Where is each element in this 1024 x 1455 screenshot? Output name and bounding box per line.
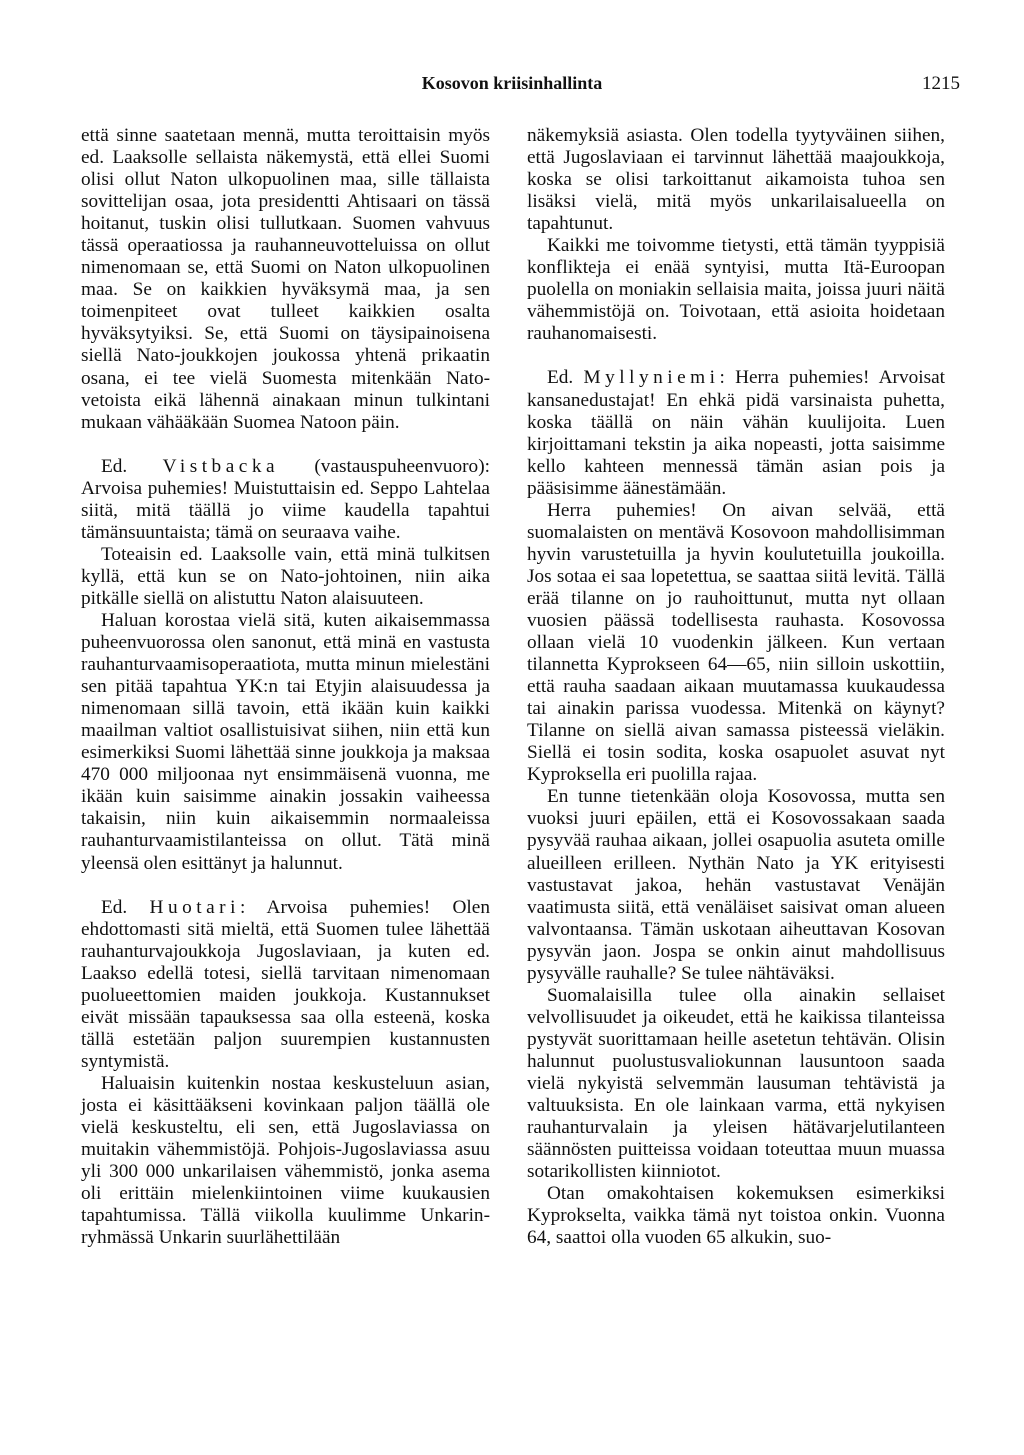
speaker-name: Myllyniemi: [583, 367, 720, 389]
paragraph: Toteaisin ed. Laaksolle vain, että minä tulkitsen kyllä, että kun se on Nato-johtoinen, niin aika pitkälle siellä on alistuttu Naton alaisuuteen.: [81, 543, 490, 609]
speaker-name: Vistbacka: [162, 455, 280, 477]
paragraph: Haluaisin kuitenkin nostaa keskusteluun asian, josta ei käsittääkseni kovinkaan paljon täällä ole vielä keskusteltu, eli sen, että Jugoslaviassa on muitakin vähemmistöjä. Pohjois-Jugoslaviassa asuu yli 300 000 unkarilaisen vähemmistö, jonka asema oli erittäin mielenkiintoinen viime kuukausien tapahtumissa. Tällä viikolla kuulimme Unkarin-ryhmässä Unkarin suurlähettilään: [81, 1072, 490, 1249]
paragraph: Kaikki me toivomme tietysti, että tämän tyyppisiä konflikteja ei enää syntyisi, mutta Itä-Euroopan puolella on moniakin sellaisia maita, joissa juuri näitä vähemmistöjä on. Toivotaan, että asioita hoidetaan rauhanomaisesti.: [527, 235, 945, 345]
speaker-prefix: Ed.: [101, 896, 128, 918]
paragraph: näkemyksiä asiasta. Olen todella tyytyväinen siihen, että Jugoslaviaan ei tarvinnut lähettää maajoukkoja, koska se olisi tarkoittanut aikamoista tuhoa sen lisäksi vielä, mitä myös unkarilaisalueella on tapahtunut.: [527, 125, 945, 235]
paragraph: Suomalaisilla tulee olla ainakin sellaiset velvollisuudet ja oikeudet, että he kaikissa tilanteissa pystyvät suorittamaan heille asetetun tehtävän. Olisin halunnut puolustusvaliokunnan lausuntoon saada vielä nykyistä selvemmän lausuman tehtävistä ja valtuuksista. En ole lainkaan varma, että nykyisen rauhanturvalain ja yleisen hätävarjelutilanteen säännösten puitteissa voidaan toteuttaa muun muassa sotarikollisten kiinniotot.: [527, 984, 945, 1183]
speaker-prefix: Ed.: [547, 367, 574, 389]
paragraph: Haluan korostaa vielä sitä, kuten aikaisemmassa puheenvuorossa olen sanonut, että minä en vastusta rauhanturvaamisoperaatiota, mutta minun mielestäni sen pitää tapahtua YK:n tai Etyjin alaisuudessa ja nimenomaan sillä tavoin, että ikään kuin kaikki maailman valtiot osallistuisivat siihen, niin että kun esimerkiksi Suomi lähettää sinne joukkoja ja maksaa 470 000 miljoonaa nyt ensimmäisenä vuonna, me ikään kuin saisimme ainakin jossakin vaiheessa takaisin, niin kuin aikaisemmin normaaleissa rauhanturvaamistilanteissa on ollut. Tätä minä yleensä olen esittänyt ja halunnut.: [81, 609, 490, 874]
running-title: Kosovon kriisinhallinta: [421, 73, 603, 93]
paragraph: Herra puhemies! On aivan selvää, että suomalaisten on mentävä Kosovoon mahdollisimman hyvin varustetuilla ja hyvin koulutetuilla joukoilla. Jos sotaa ei saa lopetettua, se saattaa siitä levitä. Tällä erää tilanne on jo rauhoittunut, mutta nyt ollaan vuosien päässä todellisesta rauhasta. Kosovossa ollaan vielä 10 vuodenkin jälkeen. Kun vertaan tilannetta Kyprokseen 64—65, niin silloin uskottiin, että rauha saadaan aikaan muutamassa kuukaudessa tai ainakin parissa vuodessa. Mitenkä on käynyt? Tilanne on siellä aivan samassa pisteessä vieläkin. Siellä ei tosin sodita, koska osapuolet asuvat nyt Kyproksella eri puolilla rajaa.: [527, 499, 945, 786]
speech-text: : Arvoisa puhemies! Olen ehdottomasti sitä mieltä, että Suomen tulee lähettää rauhanturvajoukkoja Jugoslaviaan, ja kuten ed. Laakso edellä totesi, siellä tarvitaan nimenomaan puolueettomien maiden joukkoja. Kustannukset eivät missään tapauksessa saa olla esteenä, koska tällä estetään paljon suurempien kustannusten syntymistä.: [81, 896, 490, 1072]
page-number: 1215: [922, 73, 960, 94]
right-column: [527, 125, 945, 1249]
speech-text: : Herra puhemies! Arvoisat kansanedustajat! En ehkä pidä varsinaista puhetta, koska täällä on näin vähän kuulijoita. Luen kirjoittamani tekstin ja aika nopeasti, jotta saisimme kello kahteen mennessä tämän asian pois ja pääsisimme äänestämään.: [527, 367, 945, 499]
speech-vistbacka: [81, 456, 490, 544]
page-header: [0, 73, 1024, 99]
paragraph: Otan omakohtaisen kokemuksen esimerkiksi Kyprokselta, vaikka tämä nyt toistoa onkin. Vuonna 64, saattoi olla vuoden 65 alkukin, suo-: [527, 1183, 945, 1249]
speaker-prefix: Ed.: [101, 455, 128, 477]
speech-myllyniemi: [527, 367, 945, 499]
left-column: [81, 125, 490, 1249]
paragraph: että sinne saatetaan mennä, mutta teroittaisin myös ed. Laaksolle sellaista näkemystä, että ellei Suomi olisi ollut Naton ulkopuolinen maa, sille tällaista sovittelijan osaa, jota presidentti Ahtisaari on tässä hoitanut, tuskin olisi tullutkaan. Suomen vahvuus tässä operaatiossa ja rauhanneuvotteluissa on ollut nimenomaan se, että Suomi on Naton ulkopuolinen maa. Se on kaikkien hyväksymä maa, ja sen toimenpiteet ovat tulleet kaikkien osalta hyväksytyiksi. Se, että Suomi on täysipainoisena siellä Nato-joukkojen joukossa yhtenä prikaatin osana, ei tee vielä Suomesta mitenkään Nato-vetoista eikä lähennä ainakaan minun tulkintani mukaan vähääkään Suomea Natoon päin.: [81, 125, 490, 433]
paragraph: En tunne tietenkään oloja Kosovossa, mutta sen vuoksi juuri epäilen, että ei Kosovossakaan saada pysyvää rauhaa aikaan, jollei osapuolia asuteta omille alueilleen erilleen. Nythän Nato ja YK erityisesti vastustavat jakoa, hehän vastustavat Venäjän vaatimusta siitä, että venäläiset saisivat oman alueen valvontaansa. Tämän uskotaan aiheuttavan Kosovan pysyvän jaon. Jospa se onkin ainut mahdollisuus pysyvälle rauhalle? Se tulee nähtäväksi.: [527, 786, 945, 984]
speech-huotari: [81, 897, 490, 1073]
speaker-name: Huotari: [149, 896, 240, 918]
speech-text: (vastauspuheenvuoro): Arvoisa puhemies! Muistuttaisin ed. Seppo Lahtelaa siitä, mitä täällä jo viime kaudella tapahtui tämänsuuntaista; tämä on seuraava vaihe.: [81, 455, 490, 543]
